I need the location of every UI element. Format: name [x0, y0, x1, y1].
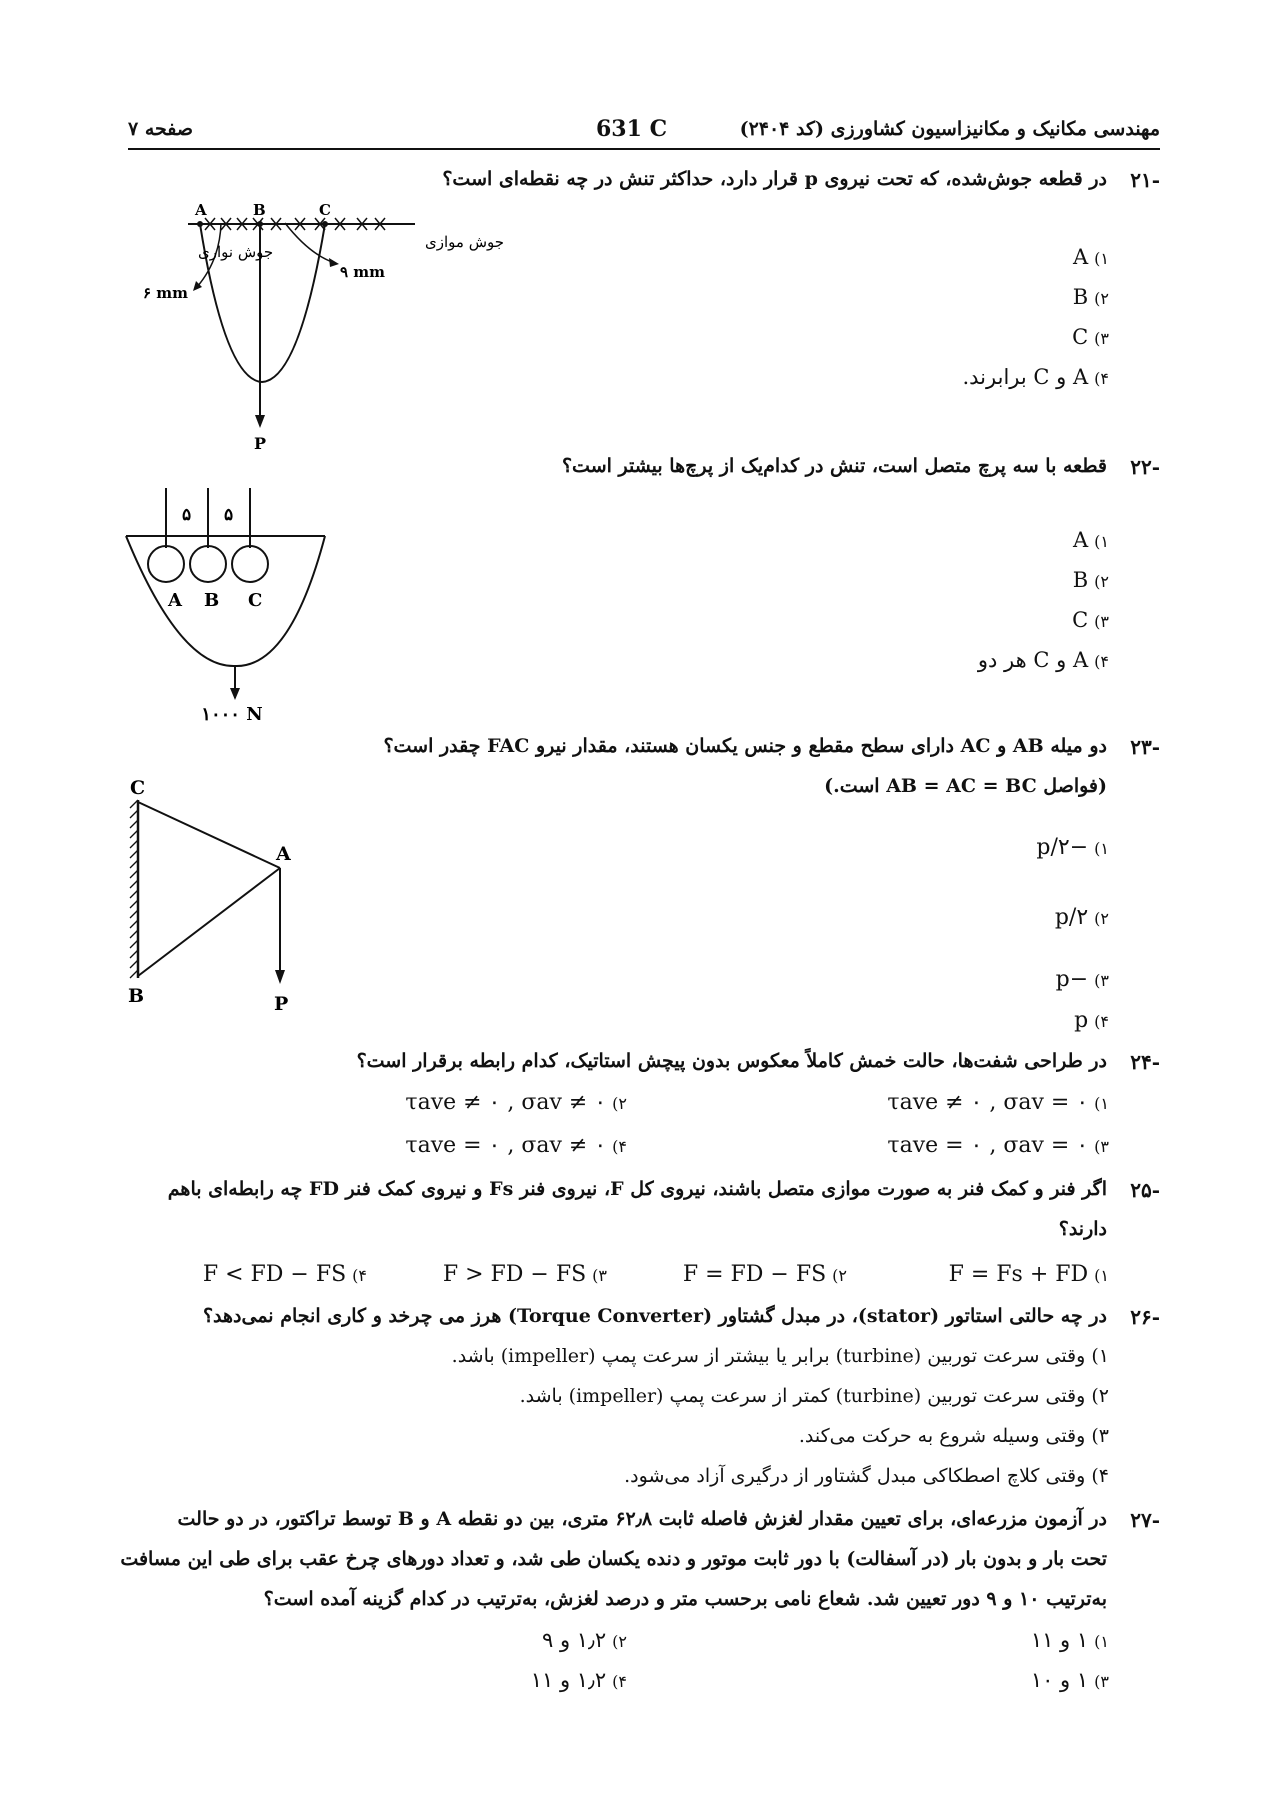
q26-option-1[interactable]: ۱) وقتی سرعت توربین (turbine) برابر یا بیشتر از سرعت پمپ (impeller) باشد. — [451, 1345, 1109, 1367]
header-page: صفحه ۷ — [128, 118, 194, 140]
rivet-dim-2: ۵ — [224, 505, 234, 525]
q26-option-3[interactable]: ۳) وقتی وسیله شروع به حرکت می‌کند. — [798, 1425, 1109, 1447]
q23-option-2[interactable]: ۲)p/۲ — [1054, 905, 1109, 930]
dim-left-label: ۶ mm — [143, 284, 189, 302]
q24-option-4[interactable]: ۴)τave = ۰ , σav ≠ ۰ — [405, 1133, 627, 1158]
q21-option-2[interactable]: ۲)B — [1072, 285, 1109, 309]
q24-text: در طراحی شفت‌ها، حالت خمش کاملاً معکوس بدون پیچش استاتیک، کدام رابطه برقرار است؟ — [356, 1050, 1107, 1072]
q25-option-2[interactable]: ۲)F = FD − FS — [682, 1262, 847, 1287]
q25-option-3[interactable]: ۳)F > FD − FS — [442, 1262, 607, 1287]
q25-option-1[interactable]: ۱)F = Fs + FD — [948, 1262, 1109, 1287]
weld-right-label: جوش موازی — [425, 233, 505, 251]
q27-text-line2: تحت بار و بدون بار (در آسفالت) با دور ثابت موتور و دنده یکسان طی شد، و تعداد دورهای چرخ عقب برای طی این مسافت — [120, 1548, 1107, 1570]
q22-option-3[interactable]: ۳)C — [1072, 608, 1109, 632]
q24-option-2[interactable]: ۲)τave ≠ ۰ , σav ≠ ۰ — [405, 1090, 627, 1115]
q27-option-2[interactable]: ۲)۱٫۲ و ۹ — [541, 1628, 627, 1652]
q26-number: ۲۶- — [1130, 1305, 1160, 1329]
rivet-dim-1: ۵ — [182, 505, 192, 525]
force-label: P — [254, 434, 267, 453]
weld-left-label: جوش نواری — [198, 243, 274, 261]
q27-number: ۲۷- — [1130, 1508, 1160, 1532]
q21-text: در قطعه جوش‌شده، که تحت نیروی p قرار دارد، حداکثر تنش در چه نقطه‌ای است؟ — [442, 168, 1107, 190]
point-b-label: B — [253, 201, 266, 219]
q27-option-1[interactable]: ۱)۱ و ۱۱ — [1030, 1628, 1109, 1652]
q21-option-1[interactable]: ۱)A — [1072, 245, 1109, 269]
q25-text-line2: دارند؟ — [1058, 1218, 1107, 1240]
q21-option-4[interactable]: ۴)A و C برابرند. — [962, 365, 1109, 389]
q27-text-line1: در آزمون مزرعه‌ای، برای تعیین مقدار لغزش فاصله ثابت ۶۲٫۸ متری، بین دو نقطه A و B توسط تراکتور، در دو حالت — [177, 1508, 1107, 1530]
header-code: 631 C — [596, 116, 668, 142]
rivet-c-label: C — [248, 590, 263, 611]
q24-number: ۲۴- — [1130, 1050, 1160, 1074]
truss-b-label: B — [128, 985, 145, 1007]
truss-c-label: C — [130, 777, 146, 799]
rivet-load-label: ۱۰۰۰ N — [201, 704, 263, 725]
q25-number: ۲۵- — [1130, 1178, 1160, 1202]
q21-weld-figure — [125, 195, 505, 455]
q22-text: قطعه با سه پرچ متصل است، تنش در کدام‌یک از پرچ‌ها بیشتر است؟ — [561, 455, 1107, 477]
q27-option-4[interactable]: ۴)۱٫۲ و ۱۱ — [530, 1668, 627, 1692]
q22-option-4[interactable]: ۴)A و C هر دو — [977, 648, 1109, 672]
q21-number: ۲۱- — [1130, 168, 1160, 192]
truss-a-label: A — [276, 843, 291, 865]
q25-text-line1: اگر فنر و کمک فنر به صورت موازی متصل باشند، نیروی کل F، نیروی فنر Fs و نیروی کمک فنر FD چه رابطه‌ای باهم — [167, 1178, 1107, 1200]
q21-option-3[interactable]: ۳)C — [1072, 325, 1109, 349]
q23-text: دو میله AB و AC دارای سطح مقطع و جنس یکسان هستند، مقدار نیرو FAC چقدر است؟ — [383, 735, 1107, 757]
rivet-a-label: A — [168, 590, 182, 611]
dim-right-label: ۹ mm — [340, 263, 386, 281]
q23-note: (فواصل AB = AC = BC است.) — [824, 775, 1107, 797]
truss-p-label: P — [274, 993, 289, 1015]
q22-option-2[interactable]: ۲)B — [1072, 568, 1109, 592]
q26-text: در چه حالتی استاتور (stator)، در مبدل گشتاور (Torque Converter) هرز می چرخد و کاری انجام نمی‌دهد؟ — [202, 1305, 1107, 1327]
point-a-label: A — [195, 201, 207, 219]
point-c-label: C — [319, 201, 331, 219]
q23-option-3[interactable]: ۳)−p — [1055, 967, 1109, 992]
header-rule — [128, 148, 1160, 150]
q27-option-3[interactable]: ۳)۱ و ۱۰ — [1030, 1668, 1109, 1692]
q26-option-4[interactable]: ۴) وقتی کلاچ اصطکاکی مبدل گشتاور از درگیری آزاد می‌شود. — [624, 1465, 1109, 1487]
q22-option-1[interactable]: ۱)A — [1072, 528, 1109, 552]
q27-text-line3: به‌ترتیب ۱۰ و ۹ دور تعیین شد. شعاع نامی برحسب متر و درصد لغزش، به‌ترتیب در کدام گزینه آمده است؟ — [263, 1588, 1107, 1610]
q23-option-4[interactable]: ۴)p — [1074, 1008, 1109, 1033]
q24-option-3[interactable]: ۳)τave = ۰ , σav = ۰ — [887, 1133, 1109, 1158]
q26-option-2[interactable]: ۲) وقتی سرعت توربین (turbine) کمتر از سرعت پمپ (impeller) باشد. — [519, 1385, 1109, 1407]
q22-rivet-figure — [120, 488, 340, 728]
rivet-b-label: B — [204, 590, 220, 611]
q24-option-1[interactable]: ۱)τave ≠ ۰ , σav = ۰ — [887, 1090, 1109, 1115]
q23-option-1[interactable]: ۱)−p/۲ — [1036, 835, 1109, 860]
q22-number: ۲۲- — [1130, 455, 1160, 479]
header-title: مهندسی مکانیک و مکانیزاسیون کشاورزی (کد ۲۴۰۴) — [739, 118, 1160, 140]
q23-number: ۲۳- — [1130, 735, 1160, 759]
q23-truss-figure — [120, 770, 320, 1020]
q25-option-4[interactable]: ۴)F < FD − FS — [202, 1262, 367, 1287]
